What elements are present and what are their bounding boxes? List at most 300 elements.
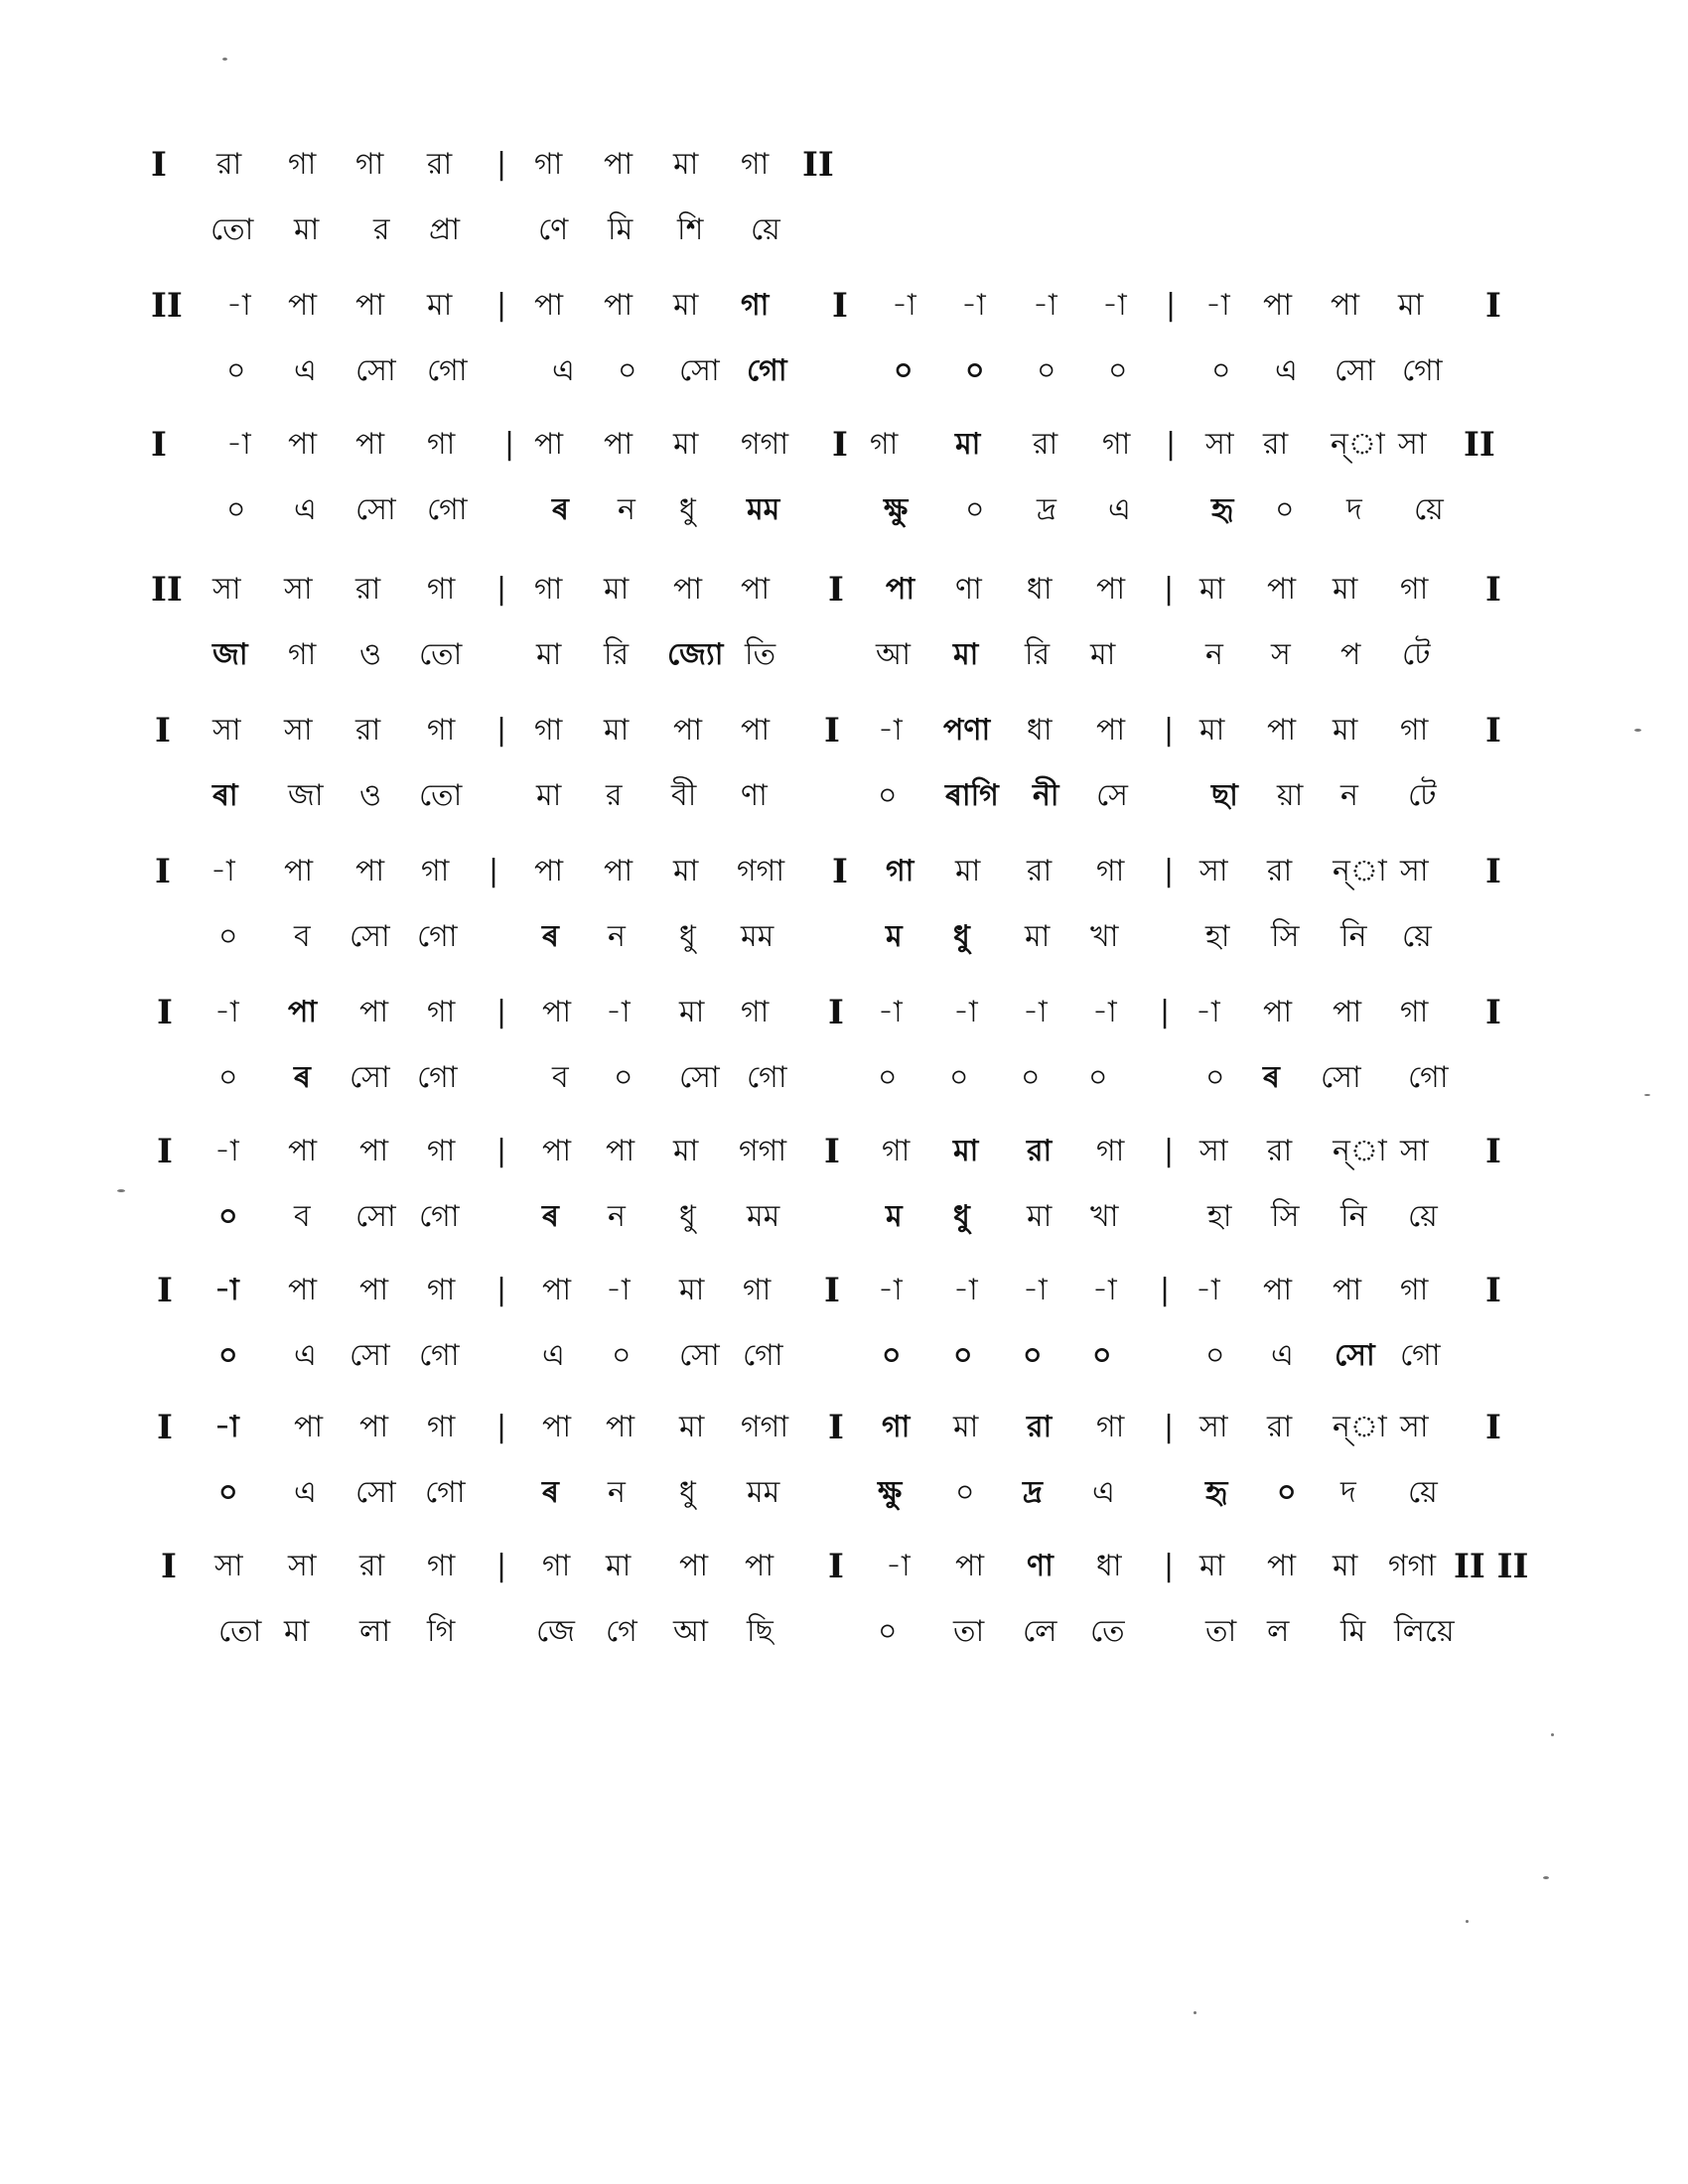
bar-line: |	[1166, 427, 1177, 462]
lyric-syllable: ০	[1205, 1338, 1225, 1373]
bar-marker: II	[151, 286, 183, 326]
note: পা	[886, 572, 915, 607]
note: পা	[741, 713, 771, 748]
note: মা	[955, 854, 981, 888]
note: গা	[288, 147, 317, 182]
note: -া	[878, 713, 903, 748]
note: মা	[604, 572, 630, 607]
note: গা	[355, 147, 384, 182]
note: সা	[214, 1549, 243, 1583]
lyric-syllable: ণা	[741, 778, 768, 813]
lyric-syllable: ০	[882, 1338, 902, 1373]
note: সা	[284, 572, 313, 607]
lyric-syllable: গো	[427, 353, 468, 388]
note: পা	[1096, 713, 1126, 748]
bar-line: |	[1164, 854, 1175, 888]
lyric-syllable: ০	[614, 1060, 633, 1095]
lyric-syllable: ৰ	[552, 492, 569, 527]
lyric-syllable: ০	[878, 1060, 898, 1095]
bar-line: |	[504, 427, 515, 462]
note: গা	[1400, 713, 1429, 748]
lyric-syllable: য়ে	[1408, 1475, 1438, 1510]
lyric-syllable: ০	[612, 1338, 632, 1373]
lyric-syllable: এ	[1092, 1475, 1115, 1510]
lyric-syllable: ব	[552, 1060, 569, 1095]
note: পণা	[943, 713, 991, 748]
lyric-syllable: প	[1340, 637, 1361, 672]
note: মা	[679, 1273, 705, 1307]
bar-line: |	[1160, 1273, 1171, 1307]
lyric-syllable: দ্র	[1023, 1475, 1043, 1510]
note: -া	[1102, 288, 1127, 323]
lyric-syllable: জা	[288, 778, 324, 813]
lyric-syllable: লিয়ে	[1394, 1614, 1455, 1649]
lyric-syllable: সো	[355, 353, 396, 388]
note: ন্‌া	[1333, 1410, 1387, 1444]
lyric-syllable: ৰ	[294, 1060, 311, 1095]
lyric-syllable: দ	[1346, 492, 1362, 527]
note: পা	[1263, 288, 1293, 323]
lyric-syllable: ধু	[679, 1475, 696, 1510]
note: পা	[1096, 572, 1126, 607]
note: রা	[1027, 1410, 1053, 1444]
note: মা	[1333, 572, 1358, 607]
lyric-syllable: ন	[1205, 637, 1223, 672]
stanza	[0, 854, 1688, 983]
lyric-syllable: ম	[886, 919, 903, 954]
lyric-syllable: ০	[1275, 492, 1295, 527]
bar-line: |	[1166, 288, 1177, 323]
lyric-syllable: ৰ	[1263, 1060, 1280, 1095]
bar-marker: I	[824, 1271, 840, 1310]
note: পা	[1267, 572, 1297, 607]
note: গা	[1096, 1134, 1125, 1168]
lyric-syllable: মা	[284, 1614, 310, 1649]
lyric-syllable: খা	[1090, 919, 1119, 954]
lyric-syllable: স	[1271, 637, 1291, 672]
lyric-syllable: সো	[350, 1060, 390, 1095]
note: মা	[673, 288, 699, 323]
lyric-syllable: ০	[218, 1475, 238, 1510]
lyric-syllable: সো	[1321, 1060, 1361, 1095]
bar-marker: I	[832, 852, 848, 891]
note: পা	[288, 1134, 318, 1168]
lyric-syllable: ০	[965, 492, 985, 527]
lyric-syllable: র	[373, 212, 390, 247]
lyric-syllable: ও	[359, 778, 382, 813]
note: পা	[679, 1549, 709, 1583]
lyric-syllable: ৰ	[542, 1199, 559, 1234]
lyric-syllable: নি	[1340, 919, 1367, 954]
note: মা	[606, 1549, 632, 1583]
note: রা	[1267, 1134, 1293, 1168]
bar-marker: I	[157, 1271, 173, 1310]
note: মা	[955, 427, 981, 462]
note: সা	[1199, 1410, 1228, 1444]
note: -া	[226, 288, 251, 323]
bar-line: |	[496, 572, 507, 607]
lyric-syllable: এ	[294, 353, 317, 388]
lyric-syllable: ০	[1023, 1338, 1043, 1373]
lyric-syllable: ০	[218, 1338, 238, 1373]
lyric-syllable: মা	[953, 637, 979, 672]
bar-marker: I	[1485, 1132, 1501, 1171]
bar-line: |	[496, 1134, 507, 1168]
bar-line: |	[496, 1549, 507, 1583]
lyric-syllable: য়ে	[1408, 1199, 1438, 1234]
note: গা	[427, 713, 456, 748]
note: রা	[355, 713, 381, 748]
lyric-syllable: ০	[618, 353, 637, 388]
note: পা	[534, 854, 564, 888]
lyric-syllable: ৰ	[542, 919, 559, 954]
lyric-syllable: ও	[359, 637, 382, 672]
note: রা	[355, 572, 381, 607]
lyric-syllable: হা	[1207, 1199, 1232, 1234]
note: পা	[741, 572, 771, 607]
lyric-syllable: হৃ	[1205, 1475, 1228, 1510]
lyric-syllable: সো	[355, 1475, 396, 1510]
stanza	[0, 1410, 1688, 1539]
lyric-syllable: ০	[949, 1060, 969, 1095]
note: মা	[673, 854, 699, 888]
lyric-syllable: তো	[419, 778, 463, 813]
lyric-syllable: এ	[294, 1338, 317, 1373]
note: -া	[1092, 1273, 1117, 1307]
note: -া	[214, 1273, 239, 1307]
lyric-syllable: গি	[427, 1614, 456, 1649]
lyric-syllable: ০	[218, 919, 238, 954]
note: -া	[953, 995, 978, 1029]
note: সা	[1398, 427, 1427, 462]
stanza	[0, 147, 1688, 276]
note: গা	[427, 995, 456, 1029]
lyric-syllable: রি	[604, 637, 630, 672]
lyric-syllable: ব	[294, 919, 311, 954]
note: পা	[288, 288, 318, 323]
scan-speck	[222, 58, 227, 61]
bar-marker: I	[1485, 1408, 1501, 1447]
lyric-syllable: ০	[1092, 1338, 1112, 1373]
note: -া	[1023, 995, 1048, 1029]
lyric-syllable: য়ে	[1402, 919, 1432, 954]
note: -া	[961, 288, 986, 323]
bar-marker: I	[161, 1547, 177, 1586]
stanza	[0, 1134, 1688, 1263]
note: পা	[284, 854, 314, 888]
bar-line: |	[1164, 572, 1175, 607]
note: রা	[1267, 1410, 1293, 1444]
lyric-syllable: মা	[1027, 1199, 1053, 1234]
lyric-syllable: সো	[679, 1060, 720, 1095]
lyric-syllable: এ	[1271, 1338, 1294, 1373]
note: গা	[534, 713, 563, 748]
lyric-syllable: ধু	[679, 1199, 696, 1234]
note: সা	[1199, 854, 1228, 888]
bar-line: |	[1164, 713, 1175, 748]
note: রা	[1267, 854, 1293, 888]
note: পা	[288, 995, 318, 1029]
note: পা	[355, 854, 385, 888]
bar-marker: I	[157, 993, 173, 1032]
note: গা	[427, 572, 456, 607]
scan-speck	[1551, 1733, 1554, 1736]
note: মা	[1333, 1549, 1358, 1583]
lyric-syllable: ণে	[538, 212, 569, 247]
lyric-syllable: আ	[673, 1614, 708, 1649]
lyric-syllable: সো	[679, 353, 720, 388]
lyric-syllable: ধু	[679, 919, 696, 954]
lyric-syllable: ন	[1340, 778, 1358, 813]
note: গা	[427, 1273, 456, 1307]
lyric-syllable: সো	[1335, 353, 1375, 388]
note: পা	[1333, 995, 1362, 1029]
lyric-syllable: এ	[542, 1338, 565, 1373]
note: গা	[421, 854, 450, 888]
scan-speck	[1466, 1920, 1469, 1923]
lyric-syllable: ০	[1088, 1060, 1108, 1095]
bar-marker: I	[824, 1132, 840, 1171]
bar-line: |	[496, 1410, 507, 1444]
note: গা	[1096, 854, 1125, 888]
note: মা	[679, 1410, 705, 1444]
lyric-syllable: গো	[1408, 1060, 1449, 1095]
note: -া	[214, 1410, 239, 1444]
note: পা	[604, 854, 633, 888]
stanza	[0, 288, 1688, 417]
lyric-syllable: ০	[894, 353, 914, 388]
lyric-syllable: তো	[211, 212, 254, 247]
lyric-syllable: ৰা	[212, 778, 238, 813]
stanza	[0, 713, 1688, 842]
note: গা	[741, 995, 770, 1029]
bar-line: |	[496, 995, 507, 1029]
bar-marker: I	[1485, 711, 1501, 751]
note: গা	[427, 1134, 456, 1168]
note: গা	[741, 147, 770, 182]
note: পা	[604, 147, 633, 182]
lyric-syllable: ন	[608, 1475, 626, 1510]
bar-line: |	[496, 288, 507, 323]
lyric-syllable: ধু	[679, 492, 696, 527]
note: -া	[953, 1273, 978, 1307]
bar-marker: I	[157, 1408, 173, 1447]
note: মা	[604, 713, 630, 748]
scan-speck	[117, 1189, 125, 1192]
note: ণা	[955, 572, 982, 607]
lyric-syllable: আ	[876, 637, 911, 672]
lyric-syllable: ক্ষু	[878, 1475, 903, 1510]
bar-marker: I	[155, 711, 171, 751]
scan-speck	[1644, 1094, 1650, 1096]
note: গা	[427, 1410, 456, 1444]
bar-line: |	[496, 713, 507, 748]
note: -া	[878, 995, 903, 1029]
bar-marker: I	[832, 425, 848, 465]
lyric-syllable: গো	[417, 1060, 458, 1095]
bar-marker: I	[157, 1132, 173, 1171]
lyric-syllable: ছা	[1211, 778, 1238, 813]
stanza	[0, 1273, 1688, 1402]
note: গা	[743, 1273, 772, 1307]
note: পা	[355, 288, 385, 323]
lyric-syllable: সো	[355, 492, 396, 527]
note: গা	[1400, 572, 1429, 607]
lyric-syllable: জা	[212, 637, 248, 672]
lyric-syllable: ক্ষু	[884, 492, 909, 527]
lyric-syllable: সো	[355, 1199, 396, 1234]
lyric-syllable: মম	[747, 1199, 780, 1234]
note: পা	[1331, 288, 1360, 323]
lyric-syllable: ০	[955, 1475, 975, 1510]
lyric-syllable: ০	[218, 1199, 238, 1234]
note: গা	[542, 1549, 571, 1583]
note: পা	[542, 995, 572, 1029]
lyric-syllable: এ	[1108, 492, 1131, 527]
note: পা	[606, 1410, 635, 1444]
lyric-syllable: মম	[747, 492, 780, 527]
bar-line: |	[496, 1273, 507, 1307]
lyric-syllable: মম	[741, 919, 774, 954]
note: -া	[606, 1273, 631, 1307]
note: গা	[1096, 1410, 1125, 1444]
scan-speck	[1194, 2011, 1196, 2014]
note: রা	[1027, 854, 1053, 888]
lyric-syllable: গো	[747, 353, 787, 388]
lyric-syllable: য়ে	[1414, 492, 1444, 527]
bar-marker: I	[1485, 286, 1501, 326]
note: -া	[226, 427, 251, 462]
bar-marker: I	[151, 145, 167, 185]
lyric-syllable: টে	[1408, 778, 1437, 813]
lyric-syllable: নী	[1033, 778, 1059, 813]
note: পা	[1263, 1273, 1293, 1307]
note: সা	[288, 1549, 317, 1583]
note: -া	[1092, 995, 1117, 1029]
note: পা	[534, 427, 564, 462]
note: রা	[359, 1549, 385, 1583]
lyric-syllable: গো	[417, 919, 458, 954]
lyric-syllable: ধু	[953, 919, 970, 954]
lyric-syllable: ০	[1205, 1060, 1225, 1095]
note: সা	[1205, 427, 1234, 462]
note: ন্‌া	[1333, 1134, 1387, 1168]
lyric-syllable: গো	[747, 1060, 787, 1095]
bar-line: |	[1160, 995, 1171, 1029]
note: পা	[359, 1134, 389, 1168]
note: -া	[892, 288, 916, 323]
note: পা	[355, 427, 385, 462]
lyric-syllable: সো	[350, 919, 390, 954]
note: পা	[606, 1134, 635, 1168]
bar-marker: II	[151, 570, 183, 610]
bar-line: |	[1164, 1134, 1175, 1168]
note: গগা	[1388, 1549, 1437, 1583]
note: গগা	[737, 854, 785, 888]
lyric-syllable: ০	[226, 492, 246, 527]
lyric-syllable: ০	[1037, 353, 1056, 388]
note: পা	[955, 1549, 985, 1583]
lyric-syllable: ০	[878, 1614, 898, 1649]
note: ন্‌া	[1333, 854, 1387, 888]
note: গা	[534, 147, 563, 182]
lyric-syllable: তা	[1205, 1614, 1237, 1649]
note: সা	[284, 713, 313, 748]
note: মা	[953, 1410, 979, 1444]
bar-marker: II	[1464, 425, 1495, 465]
lyric-syllable: য়া	[1277, 778, 1304, 813]
lyric-syllable: তে	[1090, 1614, 1125, 1649]
lyric-syllable: মা	[536, 637, 562, 672]
stanza	[0, 1549, 1688, 1678]
bar-line: |	[496, 147, 507, 182]
lyric-syllable: ব	[294, 1199, 311, 1234]
lyric-syllable: ০	[1277, 1475, 1297, 1510]
lyric-syllable: ০	[1211, 353, 1231, 388]
lyric-syllable: ল	[1267, 1614, 1290, 1649]
bar-marker: II II	[1454, 1547, 1529, 1586]
note: -া	[214, 995, 239, 1029]
lyric-syllable: মা	[294, 212, 320, 247]
note: পা	[1267, 713, 1297, 748]
bar-marker: I	[828, 570, 844, 610]
note: পা	[542, 1410, 572, 1444]
note: -া	[1196, 995, 1220, 1029]
note: ধা	[1027, 572, 1053, 607]
note: গা	[1400, 995, 1429, 1029]
note: ধা	[1027, 713, 1053, 748]
note: পা	[604, 288, 633, 323]
lyric-syllable: মা	[1090, 637, 1116, 672]
lyric-syllable: ন	[608, 1199, 626, 1234]
note: পা	[288, 1273, 318, 1307]
lyric-syllable: রি	[1025, 637, 1051, 672]
lyric-syllable: ধু	[953, 1199, 970, 1234]
lyric-syllable: গো	[743, 1338, 783, 1373]
lyric-syllable: মা	[1025, 919, 1051, 954]
note: সা	[212, 713, 241, 748]
lyric-syllable: ০	[965, 353, 985, 388]
lyric-syllable: মম	[747, 1475, 780, 1510]
bar-marker: I	[1485, 1271, 1501, 1310]
bar-marker: I	[155, 852, 171, 891]
lyric-syllable: গা	[288, 637, 317, 672]
stanza	[0, 427, 1688, 556]
bar-marker: I	[828, 1547, 844, 1586]
stanza	[0, 572, 1688, 701]
bar-marker: I	[1485, 993, 1501, 1032]
note: -া	[1196, 1273, 1220, 1307]
note: গা	[427, 427, 456, 462]
note: পা	[673, 572, 703, 607]
note: পা	[542, 1273, 572, 1307]
lyric-syllable: গো	[1402, 353, 1443, 388]
lyric-syllable: ০	[226, 353, 246, 388]
lyric-syllable: তা	[953, 1614, 985, 1649]
note: রা	[427, 147, 453, 182]
note: ণা	[1027, 1549, 1054, 1583]
lyric-syllable: সো	[679, 1338, 720, 1373]
lyric-syllable: টে	[1402, 637, 1431, 672]
note: পা	[673, 713, 703, 748]
bar-marker: I	[151, 425, 167, 465]
note: মা	[1333, 713, 1358, 748]
lyric-syllable: এ	[294, 1475, 317, 1510]
note: মা	[673, 1134, 699, 1168]
lyric-syllable: তো	[419, 637, 463, 672]
note: সা	[1400, 1134, 1429, 1168]
note: মা	[427, 288, 453, 323]
